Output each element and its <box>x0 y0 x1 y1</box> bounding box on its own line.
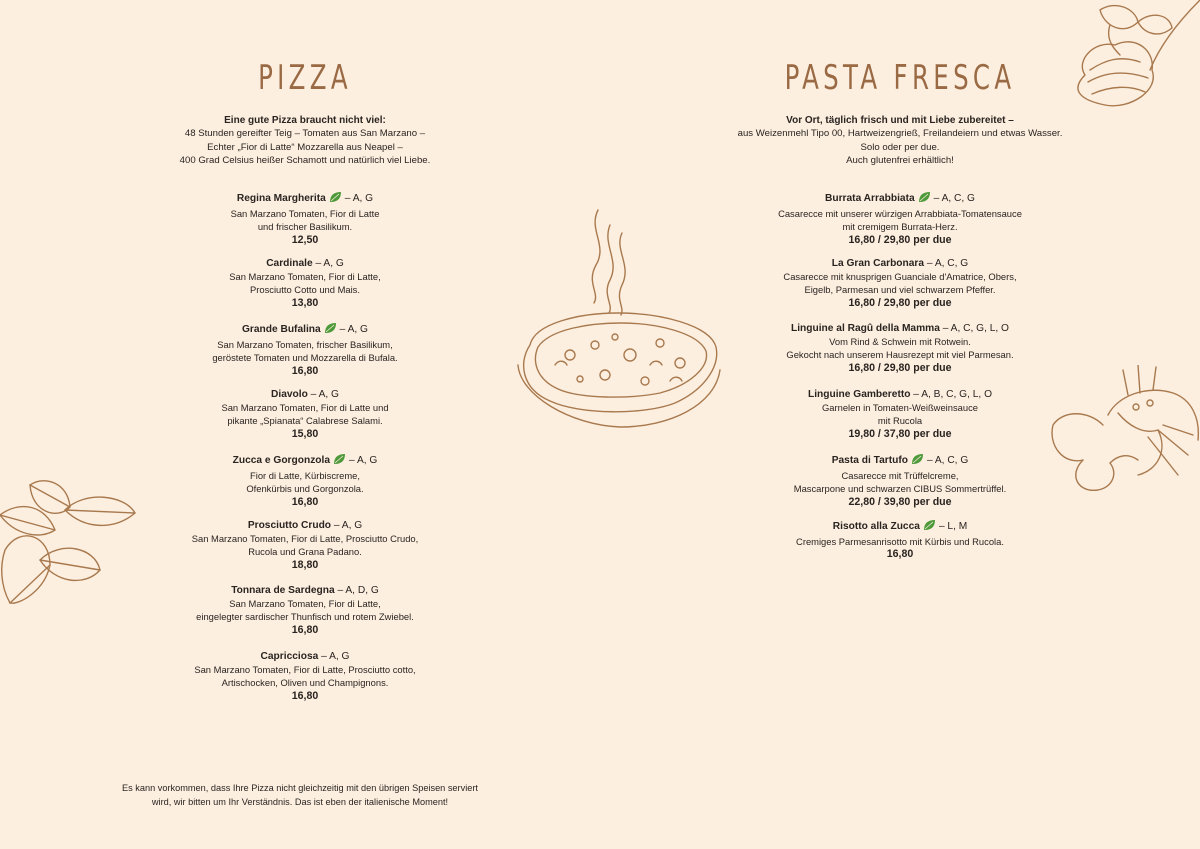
vegetarian-leaf-icon <box>918 191 931 207</box>
menu-item <box>85 453 525 509</box>
pizza-heading: PIZZA <box>258 58 352 98</box>
item-description: San Marzano Tomaten, Fior di Latte, Prosciutto Crudo, <box>191 533 419 545</box>
footer-line: wird, wir bitten um Ihr Verständnis. Das ist eben der italienische Moment! <box>151 797 449 807</box>
item-allergens: – A, D, G <box>337 585 379 596</box>
vegetarian-leaf-icon <box>333 453 346 469</box>
vegetarian-leaf-icon <box>329 191 342 207</box>
menu-item <box>680 519 1120 562</box>
item-description: San Marzano Tomaten, frischer Basilikum, <box>217 339 393 351</box>
item-description: geröstete Tomaten und Mozzarella di Bufala. <box>212 352 398 364</box>
item-allergens: – A, G <box>310 389 339 400</box>
pizza-intro-line: Echter „Fior di Latte“ Mozzarella aus Neapel – <box>207 141 403 153</box>
menu-item <box>85 257 525 310</box>
item-allergens: – A, C, G <box>926 455 969 466</box>
pasta-intro-line: Auch glutenfrei erhältlich! <box>846 155 954 167</box>
item-price: 16,80 <box>886 548 914 561</box>
pizza-intro-lead: Eine gute Pizza braucht nicht viel: <box>224 115 386 126</box>
item-description: Casarecce mit knusprigen Guanciale d'Amatrice, Obers, <box>783 271 1017 283</box>
menu-item <box>85 322 525 378</box>
pizza-intro-line: 48 Stunden gereifter Teig – Tomaten aus San Marzano – <box>184 128 426 140</box>
vegetarian-leaf-icon <box>923 519 936 535</box>
item-price: 19,80 / 37,80 per due <box>848 427 952 440</box>
item-description: Prosciutto Cotto und Mais. <box>250 284 360 296</box>
item-description: San Marzano Tomaten, Fior di Latte, <box>229 598 381 610</box>
item-allergens: – A, B, C, G, L, O <box>913 389 992 400</box>
item-name: Tonnara de Sardegna <box>231 585 335 596</box>
item-name: Linguine Gamberetto <box>808 389 911 400</box>
item-description: Fior di Latte, Kürbiscreme, <box>250 470 360 482</box>
item-allergens: – A, G <box>349 455 378 466</box>
item-price: 16,80 <box>291 495 319 508</box>
item-price: 18,80 <box>291 558 319 571</box>
item-allergens: – A, G <box>333 520 363 531</box>
item-description: eingelegter sardischer Thunfisch und rotem Zwiebel. <box>196 611 414 623</box>
item-description: Casarecce mit Trüffelcreme, <box>841 470 959 482</box>
item-allergens: – A, G <box>315 258 344 269</box>
pasta-fork-illustration <box>1060 0 1200 112</box>
item-allergens: – A, C, G <box>926 258 969 269</box>
menu-item <box>85 519 525 572</box>
item-name: Pasta di Tartufo <box>831 455 908 466</box>
item-price: 16,80 <box>291 364 319 377</box>
item-name: Regina Margherita <box>236 193 326 204</box>
item-description: San Marzano Tomaten, Fior di Latte <box>230 208 380 220</box>
menu-item <box>85 650 525 703</box>
lobster-illustration <box>1048 365 1200 497</box>
item-description: San Marzano Tomaten, Fior di Latte und <box>221 402 389 414</box>
menu-item <box>85 388 525 441</box>
pasta-heading: PASTA FRESCA <box>784 58 1016 98</box>
item-description: mit cremigem Burrata-Herz. <box>842 221 958 233</box>
item-price: 22,80 / 39,80 per due <box>848 495 952 508</box>
pasta-intro-line: aus Weizenmehl Tipo 00, Hartweizengrieß, Freilandeiern und etwas Wasser. <box>737 128 1063 140</box>
item-description: Gekocht nach unserem Hausrezept mit viel Parmesan. <box>786 349 1014 361</box>
menu-item <box>680 191 1120 247</box>
item-price: 13,80 <box>291 296 319 309</box>
item-description: Rucola und Grana Padano. <box>248 546 362 558</box>
vegetarian-leaf-icon <box>911 453 924 469</box>
item-allergens: – A, C, G <box>933 193 975 204</box>
item-description: Ofenkürbis und Gorgonzola. <box>246 483 364 495</box>
item-description: Vom Rind & Schwein mit Rotwein. <box>829 336 971 348</box>
item-description: Artischocken, Oliven und Champignons. <box>221 677 389 689</box>
item-price: 16,80 <box>291 623 319 636</box>
item-description: pikante „Spianata“ Calabrese Salami. <box>227 415 383 427</box>
item-name: Grande Bufalina <box>241 324 321 335</box>
item-name: Diavolo <box>271 389 308 400</box>
item-allergens: – L, M <box>938 521 968 532</box>
item-name: Capricciosa <box>260 651 319 662</box>
item-description: Eigelb, Parmesan und viel schwarzem Pfeffer. <box>804 284 996 296</box>
menu-item <box>680 257 1120 310</box>
footer-line: Es kann vorkommen, dass Ihre Pizza nicht gleichzeitig mit den übrigen Speisen serviert <box>122 783 478 793</box>
item-description: Casarecce mit unserer würzigen Arrabbiata-Tomatensauce <box>778 208 1022 220</box>
item-name: Cardinale <box>266 258 313 269</box>
item-description: Mascarpone und schwarzen CIBUS Sommertrüffel. <box>793 483 1007 495</box>
item-price: 16,80 / 29,80 per due <box>848 296 952 309</box>
pizza-intro-line: 400 Grad Celsius heißer Schamott und natürlich viel Liebe. <box>179 155 431 167</box>
item-price: 15,80 <box>291 427 319 440</box>
pasta-intro <box>680 114 1120 168</box>
item-name: Risotto alla Zucca <box>832 521 920 532</box>
item-allergens: – A, G <box>344 193 374 204</box>
menu-item <box>85 191 525 247</box>
item-price: 12,50 <box>291 233 319 246</box>
pizza-illustration <box>510 205 725 435</box>
item-description: San Marzano Tomaten, Fior di Latte, Prosciutto cotto, <box>194 664 416 676</box>
item-name: Burrata Arrabbiata <box>825 193 915 204</box>
item-allergens: – A, G <box>339 324 368 335</box>
item-name: Zucca e Gorgonzola <box>232 455 331 466</box>
pasta-intro-line: Solo oder per due. <box>860 141 940 153</box>
item-allergens: – A, G <box>321 651 350 662</box>
item-description: San Marzano Tomaten, Fior di Latte, <box>229 271 381 283</box>
item-description: Garnelen in Tomaten-Weißweinsauce <box>822 402 978 414</box>
item-description: Cremiges Parmesanrisotto mit Kürbis und Rucola. <box>796 536 1004 548</box>
item-price: 16,80 / 29,80 per due <box>848 233 952 246</box>
item-description: und frischer Basilikum. <box>257 221 353 233</box>
item-allergens: – A, C, G, L, O <box>942 323 1009 334</box>
vegetarian-leaf-icon <box>324 322 337 338</box>
item-name: Prosciutto Crudo <box>247 520 332 531</box>
item-name: La Gran Carbonara <box>831 258 925 269</box>
item-description: mit Rucola <box>877 415 923 427</box>
pizza-footer-note <box>90 781 510 809</box>
item-price: 16,80 / 29,80 per due <box>848 361 952 374</box>
item-name: Linguine al Ragû della Mamma <box>791 323 940 334</box>
basil-illustration <box>0 475 140 610</box>
item-price: 16,80 <box>291 689 319 702</box>
menu-item <box>85 584 525 637</box>
pizza-intro <box>85 114 525 168</box>
pasta-intro-lead: Vor Ort, täglich frisch und mit Liebe zubereitet – <box>786 115 1014 126</box>
